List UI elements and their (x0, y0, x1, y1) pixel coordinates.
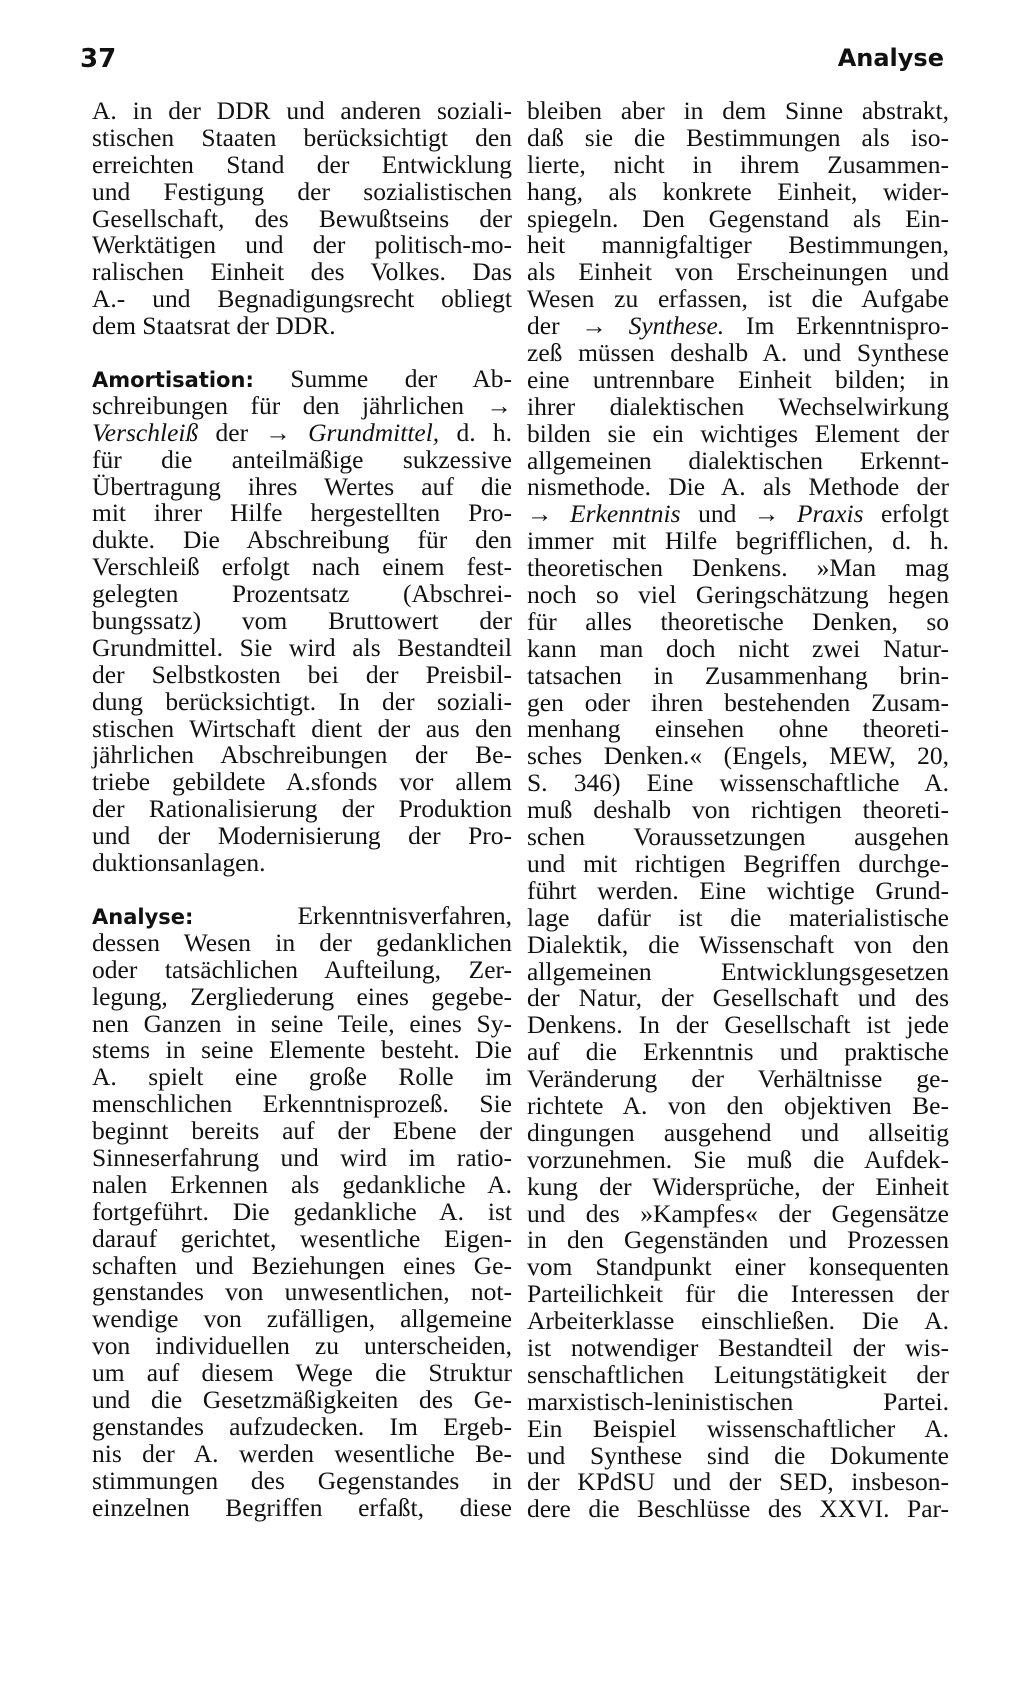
text-line: und die Gesetzmäßigkeiten des Ge- (92, 1384, 512, 1414)
entry-text: d. h. (439, 417, 512, 447)
cross-reference-arrow-icon: → (581, 311, 607, 341)
text-line: dem Staatsrat der DDR. (92, 311, 336, 341)
text-line: marxistisch-leninistischen Partei. (527, 1386, 949, 1416)
text-line: ralischen Einheit des Volkes. Das (92, 257, 512, 287)
text-line: und des »Kampfes« der Gegensätze (527, 1198, 949, 1228)
text-line: heit mannigfaltiger Bestimmungen, (527, 230, 949, 260)
text-line: stimmungen des Gegenstandes in (92, 1465, 512, 1495)
text-line: auf die Erkenntnis und praktische (527, 1037, 949, 1067)
text-line: vom Standpunkt einer konsequenten (527, 1252, 949, 1282)
entry-text: schreibungen für den jährlichen (92, 390, 487, 420)
text-line: schaften und Beziehungen eines Ge- (92, 1250, 512, 1280)
text-line: gen oder ihren bestehenden Zusam- (527, 687, 949, 717)
text-line: gelegten Prozentsatz (Abschrei- (92, 579, 512, 609)
text-line: um auf diesem Wege die Struktur (92, 1358, 512, 1388)
entry-term: Analyse: (92, 904, 194, 929)
entry-amortisation (92, 366, 512, 877)
text-line: der Selbstkosten bei der Preisbil- (92, 659, 512, 689)
cross-reference-link[interactable]: Erkenntnis (570, 499, 681, 529)
text-line: menhang einsehen ohne theoreti- (527, 714, 949, 744)
text-line: allgemeinen dialektischen Erkennt- (527, 445, 949, 475)
text-line: Ein Beispiel wissenschaftlicher A. (527, 1413, 949, 1443)
text-line (92, 390, 512, 420)
text-line: bilden sie ein wichtiges Element der (527, 418, 949, 448)
text-line: ist notwendiger Bestandteil der wis- (527, 1332, 949, 1362)
entry-analyse (92, 900, 512, 1522)
text-line: Denkens. In der Gesellschaft ist jede (527, 1010, 949, 1040)
text-line: darauf gerichtet, wesentliche Eigen- (92, 1223, 512, 1253)
entry-text: Summe der Ab- (290, 364, 513, 394)
text-line: lierte, nicht in ihrem Zusammen- (527, 149, 949, 179)
text-line (527, 501, 949, 528)
text-line: jährlichen Abschreibungen der Be- (92, 740, 512, 770)
cross-reference-link[interactable]: Praxis (796, 499, 864, 529)
entry-first-line (92, 366, 512, 393)
text-line (92, 417, 512, 447)
text-line: nismethode. Die A. als Methode der (527, 472, 949, 502)
text-line: eine untrennbare Einheit bilden; in (527, 364, 949, 394)
text-line: noch so viel Geringschätzung hegen (527, 580, 949, 610)
running-head: Analyse (837, 44, 944, 72)
text-line: in den Gegenständen und Prozessen (527, 1225, 949, 1255)
text-line: lage dafür ist die materialistische (527, 902, 949, 932)
text-line: dung berücksichtigt. In der soziali- (92, 686, 512, 716)
text-line: senschaftlichen Leitungstätigkeit der (527, 1359, 949, 1389)
text-line: duktionsanlagen. (92, 848, 266, 878)
text-line: triebe gebildete A.sfonds vor allem (92, 767, 512, 797)
text-line: sches Denken.« (Engels, MEW, 20, (527, 741, 949, 771)
text-line: stems in seine Elemente besteht. Die (92, 1035, 512, 1065)
text-line: richtete A. von den objektiven Be- (527, 1090, 949, 1120)
text-line: wendige von zufälligen, allgemeine (92, 1304, 512, 1334)
text-line: bungssatz) vom Bruttowert der (92, 606, 512, 636)
text-line: nis der A. werden wesentliche Be- (92, 1438, 512, 1468)
text-line: allgemeinen Entwicklungsgesetzen (527, 956, 949, 986)
entry-text: erfolgt (863, 499, 950, 529)
right-column (527, 98, 949, 1523)
text-line: ihrer dialektischen Wechselwirkung (527, 391, 949, 421)
text-line: und Synthese sind die Dokumente (527, 1440, 949, 1470)
text-line: tatsachen in Zusammenhang brin- (527, 660, 949, 690)
entry-text: der (198, 417, 266, 447)
left-column (92, 98, 512, 1521)
text-line: A. in der DDR und anderen soziali- (92, 96, 512, 125)
text-line: mit ihrer Hilfe hergestellten Pro- (92, 498, 512, 528)
cross-reference-link[interactable]: Synthese. (628, 311, 725, 341)
text-line: zeß müssen deshalb A. und Synthese (527, 338, 949, 368)
text-line: genstandes von unwesentlichen, not- (92, 1277, 512, 1307)
text-line: für alles theoretische Denken, so (527, 606, 949, 636)
page-number: 37 (80, 44, 117, 74)
text-line: für die anteilmäßige sukzessive (92, 444, 512, 474)
text-line: dingungen ausgehend und allseitig (527, 1117, 949, 1147)
text-line: von individuellen zu unterscheiden, (92, 1331, 512, 1361)
text-line: menschlichen Erkenntnisprozeß. Sie (92, 1089, 512, 1119)
text-line: Übertragung ihres Wertes auf die (92, 471, 512, 501)
text-line: bleiben aber in dem Sinne abstrakt, (527, 96, 949, 125)
cross-reference-link[interactable]: Verschleiß (92, 417, 199, 447)
text-line: Werktätigen und der politisch-mo- (92, 230, 512, 260)
cross-reference-link[interactable]: Grundmittel, (308, 417, 440, 447)
text-line: Gesellschaft, des Bewußtseins der (92, 203, 512, 233)
text-line: einzelnen Begriffen erfaßt, diese (92, 1492, 512, 1522)
entry-text: und (680, 499, 754, 529)
entry-term: Amortisation: (92, 368, 254, 393)
text-line: Dialektik, die Wissenschaft von den (527, 929, 949, 959)
entry-text: Erkenntnisverfahren, (297, 900, 512, 930)
text-line: nalen Erkennen als gedankliche A. (92, 1169, 512, 1199)
text-line: nen Ganzen in seine Teile, eines Sy- (92, 1008, 512, 1038)
text-line: erreichten Stand der Entwicklung (92, 149, 512, 179)
text-line: und mit richtigen Begriffen durchge- (527, 848, 949, 878)
text-line: dere die Beschlüsse des XXVI. Par- (527, 1494, 949, 1524)
text-line: der Natur, der Gesellschaft und des (527, 983, 949, 1013)
text-line: und der Modernisierung der Pro- (92, 821, 512, 851)
text-line: stischen Wirtschaft dient der aus den (92, 713, 512, 743)
text-line: fortgeführt. Die gedankliche A. ist (92, 1196, 512, 1226)
text-line: Wesen zu erfassen, ist die Aufgabe (527, 284, 949, 314)
text-line: kung der Widersprüche, der Einheit (527, 1171, 949, 1201)
text-line: Verschleiß erfolgt nach einem fest- (92, 552, 512, 582)
text-line: A. spielt eine große Rolle im (92, 1062, 512, 1092)
text-line: schen Voraussetzungen ausgehen (527, 822, 949, 852)
cross-reference-arrow-icon: → (527, 499, 553, 529)
text-line: und Festigung der sozialistischen (92, 176, 512, 206)
text-line: spiegeln. Den Gegenstand als Ein- (527, 203, 949, 233)
text-line: Sinneserfahrung und wird im ratio- (92, 1142, 512, 1172)
text-line: oder tatsächlichen Aufteilung, Zer- (92, 954, 512, 984)
cross-reference-arrow-icon: → (486, 390, 512, 420)
text-line: muß deshalb von richtigen theoreti- (527, 795, 949, 825)
text-line: der KPdSU und der SED, insbeson- (527, 1467, 949, 1497)
text-line: beginnt bereits auf der Ebene der (92, 1116, 512, 1146)
entry-text: der (527, 311, 582, 341)
text-line: A.- und Begnadigungsrecht obliegt (92, 284, 512, 314)
text-line: hang, als konkrete Einheit, wider- (527, 176, 949, 206)
text-line: immer mit Hilfe begrifflichen, d. h. (527, 526, 949, 556)
entry-text: Im Erkenntnispro- (724, 311, 949, 341)
continuation-paragraph (92, 98, 512, 340)
text-line: Arbeiterklasse einschließen. Die A. (527, 1306, 949, 1336)
text-line: Grundmittel. Sie wird als Bestandteil (92, 632, 512, 662)
text-line: dessen Wesen in der gedanklichen (92, 927, 512, 957)
text-line: stischen Staaten berücksichtigt den (92, 122, 512, 152)
entry-first-line (92, 900, 512, 930)
text-line: führt werden. Eine wichtige Grund- (527, 875, 949, 905)
text-line: daß sie die Bestimmungen als iso- (527, 122, 949, 152)
text-line: als Einheit von Erscheinungen und (527, 257, 949, 287)
text-line: dukte. Die Abschreibung für den (92, 525, 512, 555)
text-line: kann man doch nicht zwei Natur- (527, 633, 949, 663)
text-line: theoretischen Denkens. »Man mag (527, 553, 949, 583)
cross-reference-arrow-icon: → (265, 417, 291, 447)
text-line: der Rationalisierung der Produktion (92, 794, 512, 824)
text-line: Veränderung der Verhältnisse ge- (527, 1064, 949, 1094)
text-line: vorzunehmen. Sie muß die Aufdek- (527, 1144, 949, 1174)
text-line: genstandes aufzudecken. Im Ergeb- (92, 1411, 512, 1441)
text-line: Parteilichkeit für die Interessen der (527, 1279, 949, 1309)
text-line: S. 346) Eine wissenschaftliche A. (527, 768, 949, 798)
text-line (527, 313, 949, 340)
text-line: legung, Zergliederung eines gegebe- (92, 981, 512, 1011)
page-header (80, 44, 944, 84)
cross-reference-arrow-icon: → (753, 499, 780, 529)
